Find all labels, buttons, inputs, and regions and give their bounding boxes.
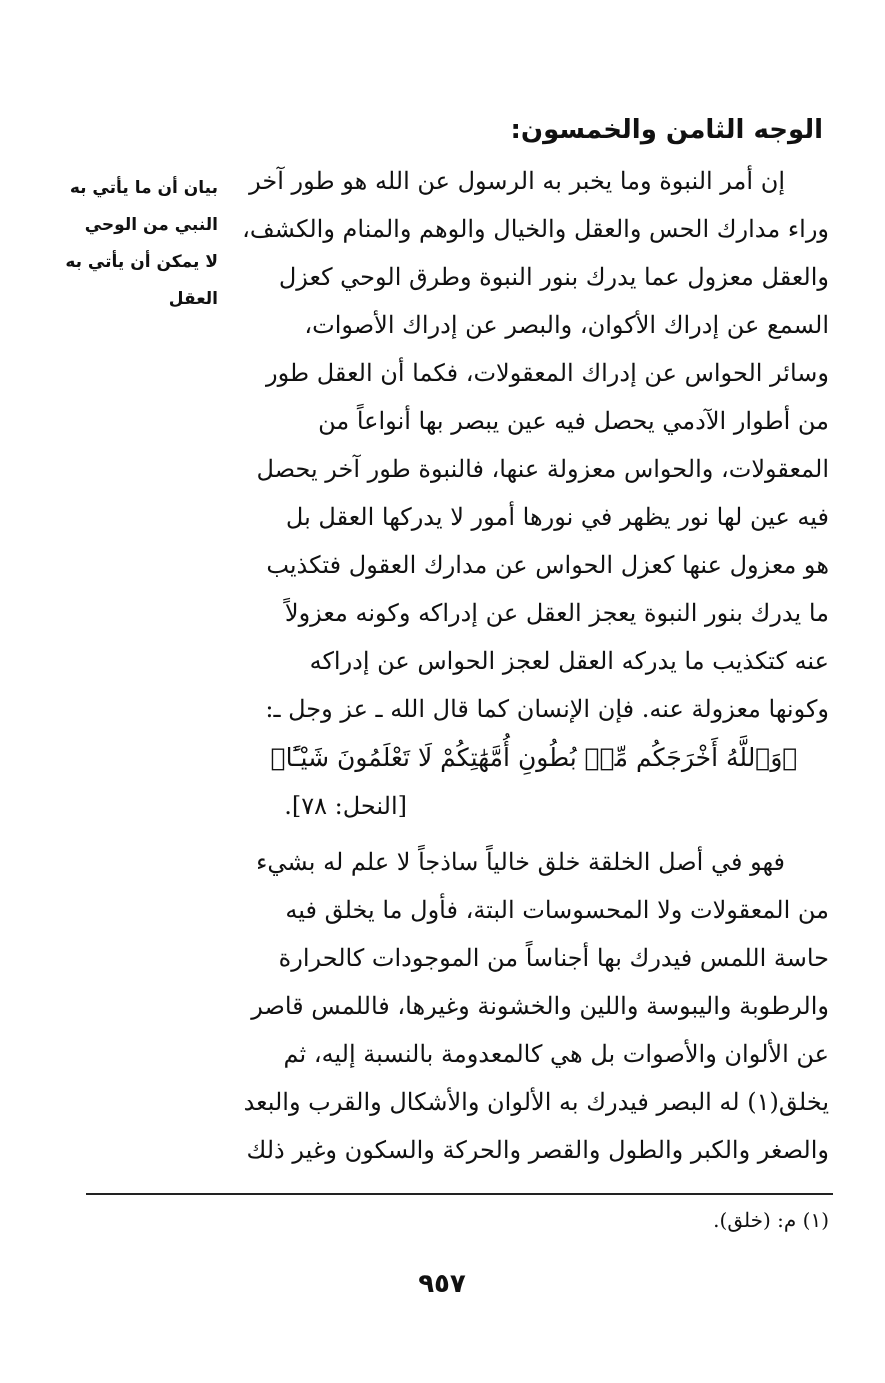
margin-note-line: النبي من الوحي xyxy=(84,215,218,235)
margin-note-line: بيان أن ما يأتي به xyxy=(69,178,218,198)
text-line: والعقل معزول عما يدرك بنور النبوة وطرق الوحي كعزل xyxy=(278,263,829,291)
text-line: وراء مدارك الحس والعقل والخيال والوهم والمنام والكشف، xyxy=(242,215,829,243)
text-line: السمع عن إدراك الأكوان، والبصر عن إدراك الأصوات، xyxy=(304,311,829,339)
margin-note xyxy=(65,170,218,318)
text-line: وسائر الحواس عن إدراك المعقولات، فكما أن العقل طور xyxy=(266,359,829,387)
text-line: فهو في أصل الخلقة خلق خالياً ساذجاً لا علم له بشيء xyxy=(256,848,785,876)
text-line: المعقولات، والحواس معزولة عنها، فالنبوة طور آخر يحصل xyxy=(256,455,829,483)
text-line: يخلق(١) له البصر فيدرك به الألوان والأشكال والقرب والبعد xyxy=(243,1088,829,1116)
text-line: حاسة اللمس فيدرك بها أجناساً من الموجودات كالحرارة xyxy=(278,944,829,972)
text-line: من أطوار الآدمي يحصل فيه عين يبصر بها أنواعاً من xyxy=(318,407,829,435)
text-line: من المعقولات ولا المحسوسات البتة، فأول ما يخلق فيه xyxy=(285,896,829,924)
text-line: فيه عين لها نور يظهر في نورها أمور لا يدركها العقل بل xyxy=(285,503,829,531)
text-line: هو معزول عنها كعزل الحواس عن مدارك العقول فتكذيب xyxy=(266,551,829,579)
text-line: عن الألوان والأصوات بل هي كالمعدومة بالنسبة إليه، ثم xyxy=(283,1040,829,1068)
text-line: ما يدرك بنور النبوة يعجز العقل عن إدراكه وكونه معزولاً xyxy=(284,599,829,627)
footnote: (١) م: (خلق). xyxy=(713,1208,829,1232)
text-line: والرطوبة واليبوسة واللين والخشونة وغيرها، فاللمس قاصر xyxy=(251,992,829,1020)
text-line: وكونها معزولة عنه. فإن الإنسان كما قال الله ـ عز وجل ـ: xyxy=(265,695,829,723)
body-paragraph-1 xyxy=(239,157,829,733)
quran-verse: ﴿وَٱللَّهُ أَخْرَجَكُم مِّنۢ بُطُونِ أُمَّهَٰتِكُمْ لَا تَعْلَمُونَ شَيْـًٔا﴾ xyxy=(270,743,798,772)
footnote-divider xyxy=(86,1193,833,1195)
page-number: ٩٥٧ xyxy=(418,1269,466,1299)
margin-note-line: العقل xyxy=(168,289,218,309)
verse-reference: [النحل: ٧٨]. xyxy=(284,792,407,820)
section-heading: الوجه الثامن والخمسون: xyxy=(510,115,823,145)
text-line: عنه كتكذيب ما يدركه العقل لعجز الحواس عن إدراكه xyxy=(309,647,829,675)
margin-note-line: لا يمكن أن يأتي به xyxy=(65,252,218,272)
text-line: إن أمر النبوة وما يخبر به الرسول عن الله هو طور آخر xyxy=(249,167,785,195)
body-paragraph-2 xyxy=(239,838,829,1174)
text-line: والصغر والكبر والطول والقصر والحركة والسكون وغير ذلك xyxy=(246,1136,829,1164)
